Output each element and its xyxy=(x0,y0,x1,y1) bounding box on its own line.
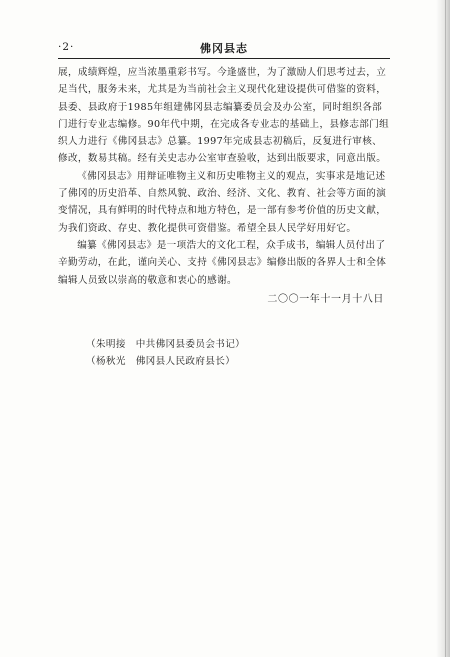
signature-block xyxy=(58,336,390,370)
header-rule xyxy=(58,58,390,59)
preface-date: 二〇〇一年十一月十八日 xyxy=(267,294,384,305)
running-title: 佛冈县志 xyxy=(200,42,248,55)
paragraph-summary: 《佛冈县志》用辩证唯物主义和历史唯物主义的观点，实事求是地记述了佛冈的历史沿革、自然风貌、政治、经济、文化、教育、社会等方面的演变情况，具有鲜明的时代特点和地方特色，是一部有参考价值的历史文献，为我们资政、存史、教化提供可资借鉴。希望全县人民学好用好它。 xyxy=(58,170,387,234)
paragraph-continuation: 展，成绩辉煌，应当浓墨重彩书写。今逢盛世，为了激励人们思考过去，立足当代，服务未来，尤其是为当前社会主义现代化建设提供可借鉴的资料，县委、县政府于1985年组建佛冈县志编纂委员会及办公室，同时组织各部门进行专业志编修。90年代中期，在完成各专业志的基础上，县修志部门组织人力进行《佛冈县志》总纂。1997年完成县志初稿后，反复进行审核、修改，数易其稿。经有关史志办公室审查验收，达到出版要求，同意出版。 xyxy=(58,67,390,165)
scan-edge-line xyxy=(445,0,446,657)
page-header xyxy=(58,38,390,58)
scan-edge-shadow xyxy=(436,0,450,657)
signature-county-head: （杨秋光 佛冈县人民政府县长） xyxy=(86,356,236,367)
signature-party-secretary: （朱明接 中共佛冈县委员会书记） xyxy=(86,339,246,350)
page-number: ·2· xyxy=(58,41,75,53)
body-text xyxy=(58,64,390,289)
paragraph-thanks: 编纂《佛冈县志》是一项浩大的文化工程，众手成书，编辑人员付出了辛勤劳动，在此，谨向关心、支持《佛冈县志》编修出版的各界人士和全体编辑人员致以崇高的敬意和衷心的感谢。 xyxy=(58,239,387,286)
